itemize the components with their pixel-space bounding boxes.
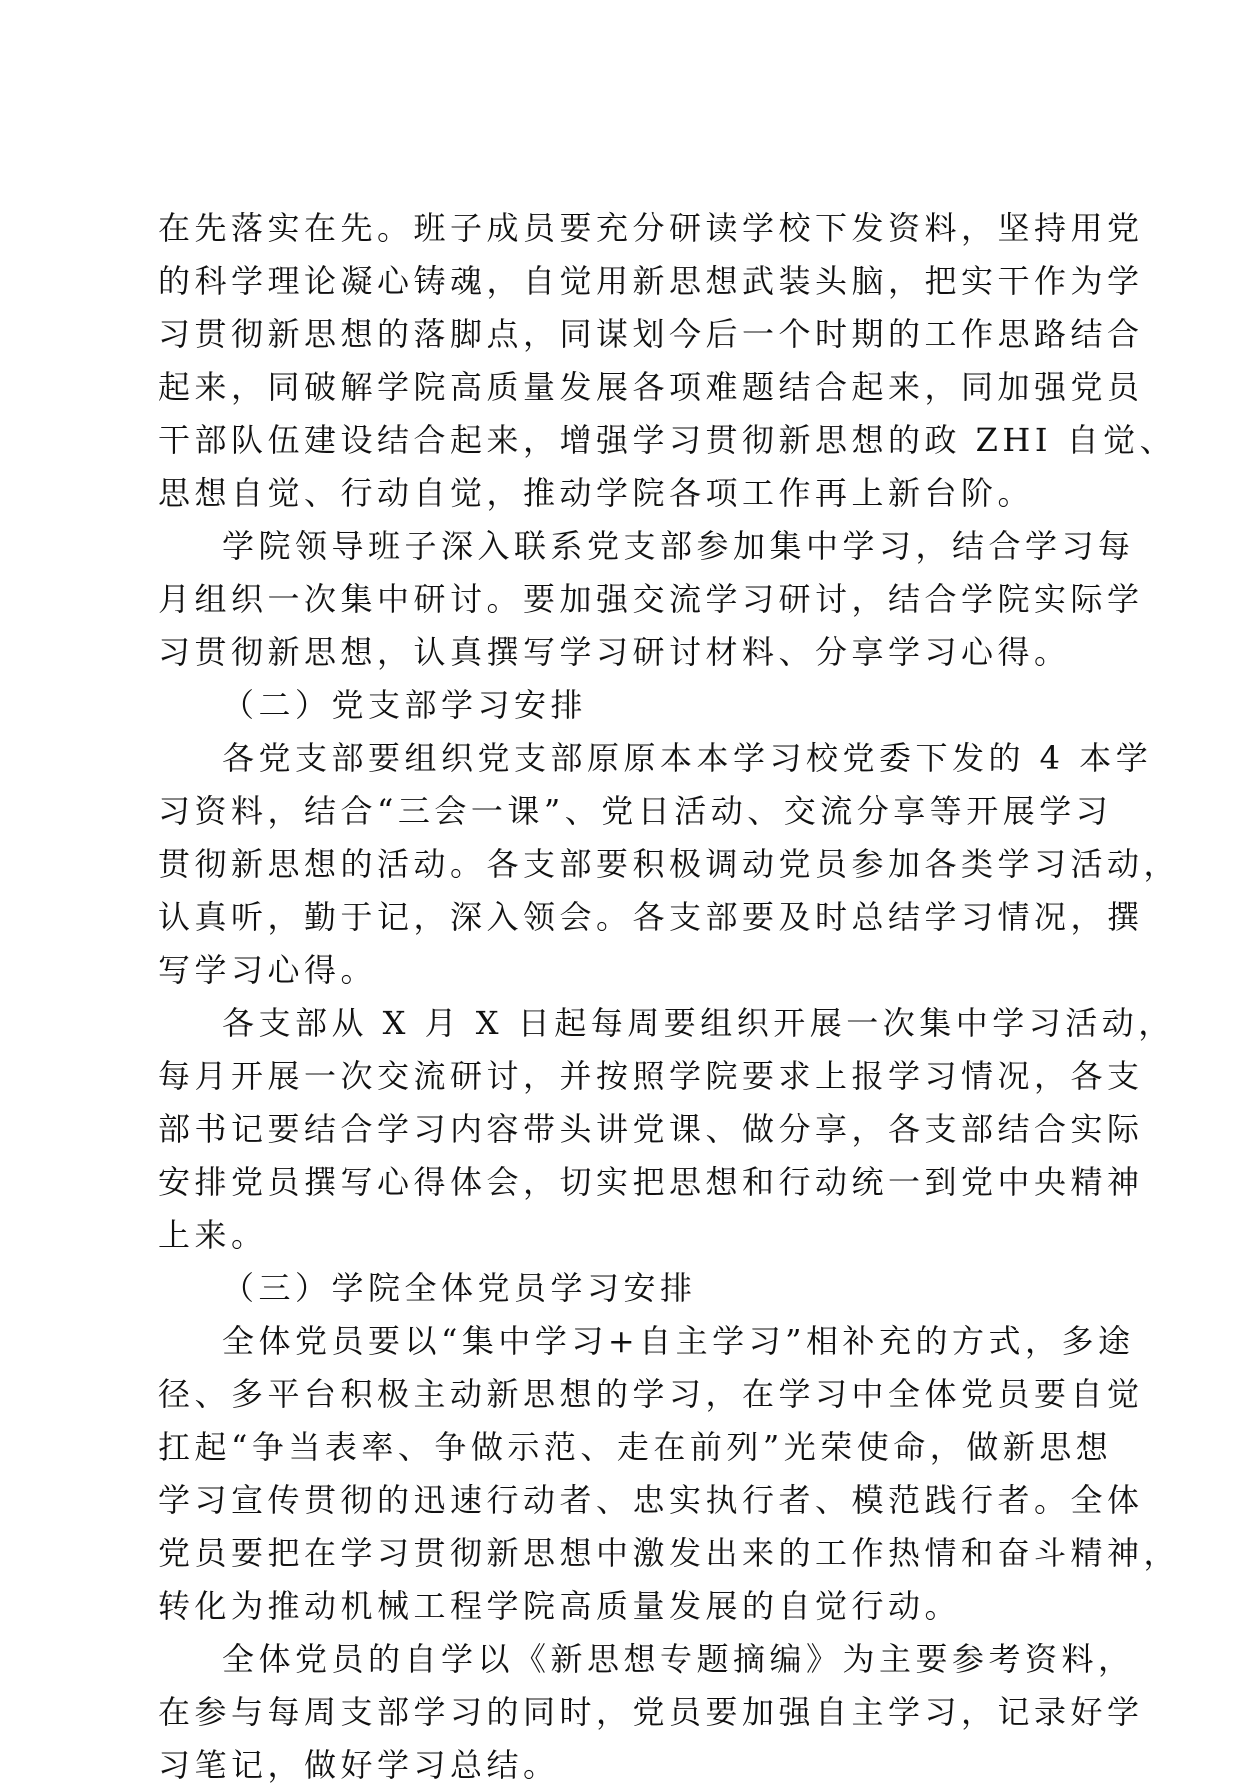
text-line: 认真听，勤于记，深入领会。各支部要及时总结学习情况，撰 — [158, 898, 1144, 936]
text-line: 起来，同破解学院高质量发展各项难题结合起来，同加强党员 — [158, 368, 1144, 406]
text-line: 贯彻新思想的活动。各支部要积极调动党员参加各类学习活动， — [158, 845, 1181, 883]
text-line: 部书记要结合学习内容带头讲党课、做分享，各支部结合实际 — [158, 1110, 1144, 1148]
paragraph — [158, 997, 1175, 1262]
paragraph — [158, 520, 1144, 679]
text-line: 安排党员撰写心得体会，切实把思想和行动统一到党中央精神 — [158, 1163, 1144, 1201]
section-heading-text: （三）学院全体党员学习安排 — [222, 1269, 697, 1307]
section-heading — [158, 1262, 1080, 1315]
text-line: 写学习心得。 — [158, 951, 378, 989]
text-line: 各支部从 X 月 X 日起每周要组织开展一次集中学习活动， — [222, 1004, 1175, 1042]
text-line: 习资料，结合“三会一课”、党日活动、交流分享等开展学习 — [158, 792, 1113, 830]
paragraph — [158, 1315, 1181, 1633]
paragraph — [158, 732, 1181, 997]
text-line: 在先落实在先。班子成员要充分研读学校下发资料，坚持用党 — [158, 209, 1144, 247]
text-line: 月组织一次集中研讨。要加强交流学习研讨，结合学院实际学 — [158, 580, 1144, 618]
text-line: 习贯彻新思想，认真撰写学习研讨材料、分享学习心得。 — [158, 633, 1071, 671]
text-line: 上来。 — [158, 1216, 268, 1254]
text-line: 转化为推动机械工程学院高质量发展的自觉行动。 — [158, 1587, 962, 1625]
text-line: 扛起“争当表率、争做示范、走在前列”光荣使命，做新思想 — [158, 1428, 1113, 1466]
section-heading — [158, 679, 1080, 732]
text-line: 干部队伍建设结合起来，增强学习贯彻新思想的政 ZHI 自觉、 — [158, 421, 1177, 459]
text-line: 党员要把在学习贯彻新思想中激发出来的工作热情和奋斗精神， — [158, 1534, 1181, 1572]
text-line: 在参与每周支部学习的同时，党员要加强自主学习，记录好学 — [158, 1693, 1144, 1731]
text-line: 习笔记，做好学习总结。 — [158, 1746, 560, 1784]
text-line: 各党支部要组织党支部原原本本学习校党委下发的 4 本学 — [222, 739, 1153, 777]
text-line: 学院领导班子深入联系党支部参加集中学习，结合学习每 — [222, 527, 1135, 565]
text-line: 学习宣传贯彻的迅速行动者、忠实执行者、模范践行者。全体 — [158, 1481, 1144, 1519]
paragraph — [158, 1633, 1144, 1792]
text-line: 全体党员的自学以《新思想专题摘编》为主要参考资料， — [222, 1640, 1135, 1678]
text-line: 径、多平台积极主动新思想的学习，在学习中全体党员要自觉 — [158, 1375, 1144, 1413]
text-line: 习贯彻新思想的落脚点，同谋划今后一个时期的工作思路结合 — [158, 315, 1144, 353]
text-line: 全体党员要以“集中学习+自主学习”相补充的方式，多途 — [222, 1322, 1135, 1360]
paragraph — [158, 202, 1177, 520]
section-heading-text: （二）党支部学习安排 — [222, 686, 588, 724]
text-line: 思想自觉、行动自觉，推动学院各项工作再上新台阶。 — [158, 474, 1035, 512]
document-page — [158, 202, 1181, 1792]
text-line: 的科学理论凝心铸魂，自觉用新思想武装头脑，把实干作为学 — [158, 262, 1144, 300]
text-line: 每月开展一次交流研讨，并按照学院要求上报学习情况，各支 — [158, 1057, 1144, 1095]
